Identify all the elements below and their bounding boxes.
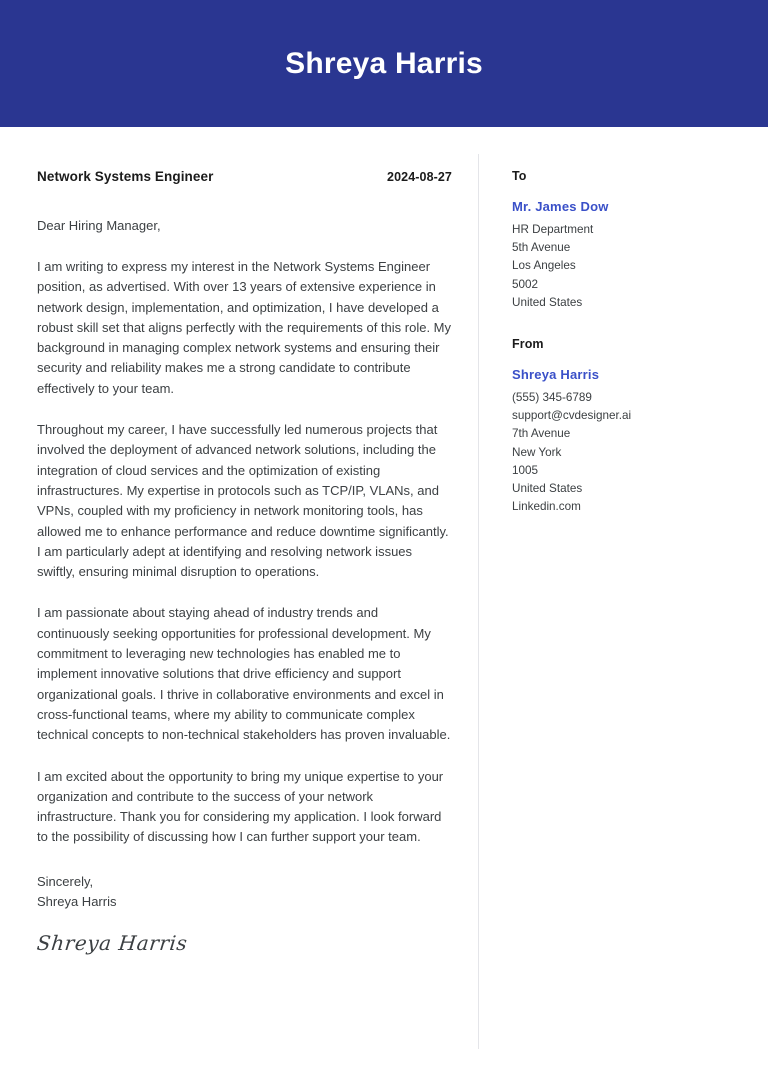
sender-name: Shreya Harris <box>512 367 600 383</box>
closing-block <box>37 872 452 912</box>
letter-date: 2024-08-27 <box>387 170 452 184</box>
sender-phone: (555) 345-6789 <box>512 391 592 405</box>
sender-heading: From <box>512 337 544 352</box>
sender-country: United States <box>512 482 583 496</box>
recipient-line-4: 5002 <box>512 277 539 291</box>
sender-email: support@cvdesigner.ai <box>512 409 632 423</box>
recipient-block <box>512 169 748 312</box>
recipient-heading: To <box>512 169 527 183</box>
title-row <box>37 169 452 184</box>
closing-word: Sincerely, <box>37 873 94 889</box>
recipient-line-2: 5th Avenue <box>512 241 571 255</box>
header-banner <box>0 0 768 127</box>
sender-street: 7th Avenue <box>512 427 571 441</box>
salutation: Dear Hiring Manager, <box>37 218 161 233</box>
closing-name: Shreya Harris <box>37 893 117 909</box>
recipient-line-5: United States <box>512 295 583 309</box>
letter-paragraph-1: I am writing to express my interest in the Network Systems Engineer position, as advertised. With over 13 years of extensive experience in network design, implementation, and optimization, I have developed a robust skill set that aligns perfectly with the requirements of this role. My background in managing complex network systems and ensuring their security and reliability makes me a strong candidate to contribute effectively to your team. <box>37 259 452 396</box>
recipient-name: Mr. James Dow <box>512 199 609 214</box>
recipient-line-1: HR Department <box>512 223 594 236</box>
sender-postcode: 1005 <box>512 463 539 477</box>
sender-city: New York <box>512 445 562 459</box>
recipient-line-3: Los Angeles <box>512 259 576 273</box>
letter-paragraph-4: I am excited about the opportunity to bring my unique expertise to your organization and contribute to the success of your network infrastructure. Thank you for considering my application. I look forward to the possibility of discussing how I can further support your team. <box>37 768 444 845</box>
letter-content <box>0 127 768 1049</box>
sender-website: Linkedin.com <box>512 500 581 514</box>
page-title: Shreya Harris <box>285 46 483 80</box>
sender-block <box>512 337 748 516</box>
letter-paragraph-3: I am passionate about staying ahead of industry trends and continuously seeking opportunities for professional development. My commitment to leveraging new technologies has enabled me to implement innovative solutions that drive efficiency and support organizational goals. I thrive in collaborative environments and excel in cross-functional teams, where my ability to communicate complex technical concepts to non-technical stakeholders has proven invaluable. <box>37 605 451 743</box>
letter-body-column <box>0 127 478 955</box>
letter-paragraph-2: Throughout my career, I have successfully led numerous projects that involved the deployment of advanced network solutions, including the integration of cloud services and the optimization of existing infrastructures. My expertise in protocols such as TCP/IP, VLANs, and VPNs, coupled with my proficiency in network monitoring tools, has allowed me to enhance performance and reduce downtime significantly. I am particularly adept at identifying and resolving network issues swiftly, ensuring minimal disruption to operations. <box>37 422 449 580</box>
job-title: Network Systems Engineer <box>37 169 214 184</box>
address-column <box>479 127 768 541</box>
signature-mark: Shreya Harris <box>35 930 189 955</box>
